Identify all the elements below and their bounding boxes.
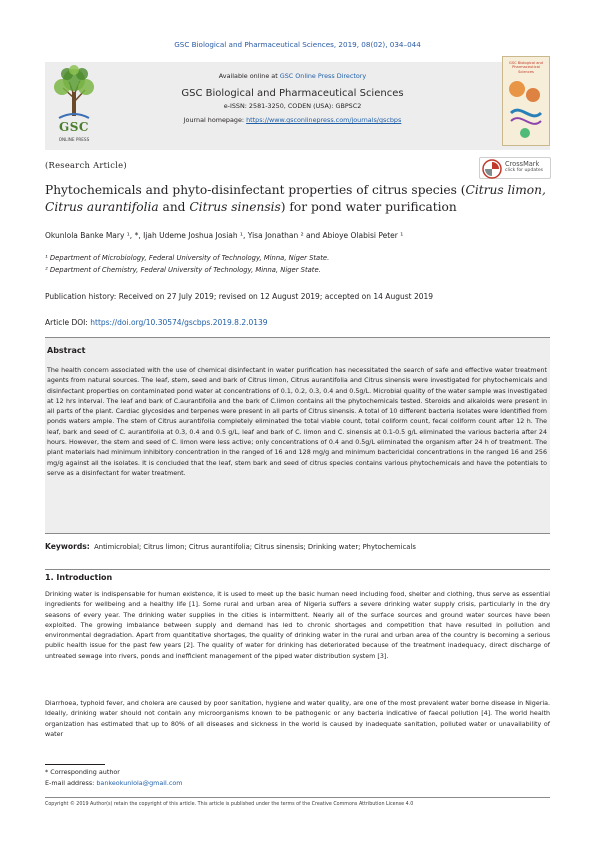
title-part1: Phytochemicals and phyto-disinfectant properties of citrus species (	[45, 183, 466, 197]
title-species-sinensis: Citrus sinensis	[189, 200, 281, 214]
logo-text: GSC	[59, 120, 89, 134]
tree-icon	[45, 62, 103, 122]
crossmark-label: CrossMark	[505, 160, 540, 168]
publication-history: Publication history: Received on 27 July 2019; revised on 12 August 2019; accepted on 14 August 2019	[45, 292, 434, 301]
title-and: and	[158, 200, 190, 214]
affiliation-1: ¹ Department of Microbiology, Federal University of Technology, Minna, Niger State.	[45, 254, 330, 262]
homepage-link[interactable]: https://www.gsconlinepress.com/journals/gscbps	[246, 116, 402, 124]
introduction-heading: 1. Introduction	[45, 569, 550, 582]
title-species-aurantifolia: Citrus aurantifolia	[45, 200, 159, 214]
copyright-notice: Copyright © 2019 Author(s) retain the copyright of this article. This article is published under the terms of the Creative Commons Attribution License 4.0	[45, 797, 550, 807]
article-type: (Research Article)	[45, 160, 127, 170]
abstract-text: The health concern associated with the use of chemical disinfectant in water purification has necessitated the search of safe and effective water treatment agents from natural sources. The leaf, stem, seed and bark of Citrus limon, Citrus aurantifolia and Citrus sinensis were investigated for phytochemicals and disinfectant properties on contaminated pond water at concentrations of 0.1, 0.2, 0.3, 0.4 and 0.5g/L. Microbial quality of the water sample was investigated at 12 hrs interval. The leaf and bark of C.aurantifolia and the bark of C.limon contains all the phytochemicals tested. Steroids and alkaloids were present in all parts of the plant. Cardiac glycosides and terpenes were present in all parts of Citrus sinensis. A total of 10 different bacteria isolates were identified from ponds waters ample. The stem of Citrus aurantifolia completely eliminated the total viable count, total coliform count, fecal coliform count after 12 h. The leaf, bark and seed of C. aurantifolia at 0.3, 0.4 and 0.5 g/L, leaf and bark of C. limon and C. sinensis at 0.1-0.5 g/L eliminated the various bacteria after 24 hours. However, the stem and seed of C. limon were less active; only concentrations of 0.4 and 0.5g/L eliminated the organism after 24 h of treatment. The plant materials had minimum inhibitory concentration in the ranged of 16 and 128 mg/g and minimum bactericidal concentrations in the ranged 16 and 256 mg/g against all the isolates. It is concluded that the leaf, stem bark and seed of citrus species contains various phytochemicals and have the potentials to serve as a disinfectant for water treatment.	[47, 367, 547, 477]
keywords-text: Antimicrobial; Citrus limon; Citrus aurantifolia; Citrus sinensis; Drinking water; Phytochemicals	[94, 543, 416, 551]
doi-link[interactable]: https://doi.org/10.30574/gscbps.2019.8.2.0139	[90, 318, 268, 327]
title-species-limon: Citrus limon,	[465, 183, 546, 197]
keywords-label: Keywords:	[45, 542, 90, 551]
homepage-line	[115, 116, 470, 124]
journal-masthead	[45, 62, 550, 150]
introduction-paragraph-2: Diarrhoea, typhoid fever, and cholera are caused by poor sanitation, hygiene and water quality, are one of the most prevalent water borne disease in Nigeria. Ideally, drinking water should not contain any microorganisms known to be pathogenic or any bacteria indicative of faecal pollution [4]. The world health organization has estimated that up to 80% of all diseases and sickness in the world is caused by inadequate sanitation, polluted water or unavailability of water	[45, 700, 550, 738]
affiliation-2: ² Department of Chemistry, Federal University of Technology, Minna, Niger State.	[45, 266, 321, 274]
crossmark-badge[interactable]	[479, 157, 551, 179]
cover-title: GSC Biological and Pharmaceutical Sciences	[509, 61, 543, 74]
availability-line	[115, 72, 470, 80]
homepage-label: Journal homepage:	[183, 116, 245, 124]
introduction-paragraph-1: Drinking water is indispensable for human existence, it is used to meet up the basic human need including food, shelter and clothing, thus serve as essential ingredients for wellbeing and a healthy life [1]. Some rural and urban area of Nigeria suffers a severe drinking water supply crisis, particularly in the dry seasons of every year. The drinking water supplies in the cities is intermittent. Nearly all of the surface sources and ground water sources have been exploited. The growing imbalance between supply and demand has led to chronic shortages and competition that have resulted in pollution and environmental degradation. Apart from quantitative shortages, the quality of drinking water in the rural and urban area of the country is becoming a serious public health issue for the past few years [2]. The quality of water for drinking has deteriorated because of the treatment inadequacy, direct discharge of untreated sewage into rivers, ponds and inefficient management of the piped water distribution system [3].	[45, 591, 550, 660]
email-link[interactable]: bankeokunlola@gmail.com	[96, 779, 183, 787]
footnote-divider	[45, 764, 105, 765]
masthead-info	[115, 72, 470, 124]
running-head: GSC Biological and Pharmaceutical Sciences, 2019, 08(02), 034–044	[174, 40, 421, 49]
abstract-section	[45, 337, 550, 534]
author-list: Okunlola Banke Mary ¹, *, Ijah Udeme Joshua Josiah ¹, Yisa Jonathan ² and Abioye Olabisi Peter ¹	[45, 231, 404, 240]
crossmark-icon	[482, 159, 502, 179]
crossmark-text	[505, 161, 543, 173]
email-footnote	[45, 779, 183, 787]
directory-link[interactable]: GSC Online Press Directory	[279, 72, 367, 80]
gsc-logo	[45, 62, 103, 150]
keywords-line	[45, 542, 550, 551]
availability-prefix: Available online at	[218, 72, 278, 80]
logo-subtext: ONLINE PRESS	[58, 137, 90, 142]
article-doi	[45, 318, 268, 327]
issn-line: e-ISSN: 2581-3250, CODEN (USA): GBPSC2	[223, 102, 362, 110]
title-part2: ) for pond water purification	[280, 200, 457, 214]
journal-cover-image	[502, 56, 550, 146]
article-title	[45, 182, 550, 216]
corresponding-author-note: * Corresponding author	[45, 768, 120, 776]
email-label: E-mail address:	[45, 779, 97, 787]
crossmark-sublabel: click for updates	[505, 168, 544, 174]
cover-artwork	[503, 73, 549, 143]
doi-label: Article DOI:	[45, 318, 91, 327]
abstract-heading: Abstract	[47, 346, 86, 355]
journal-name: GSC Biological and Pharmaceutical Sciences	[181, 88, 404, 99]
